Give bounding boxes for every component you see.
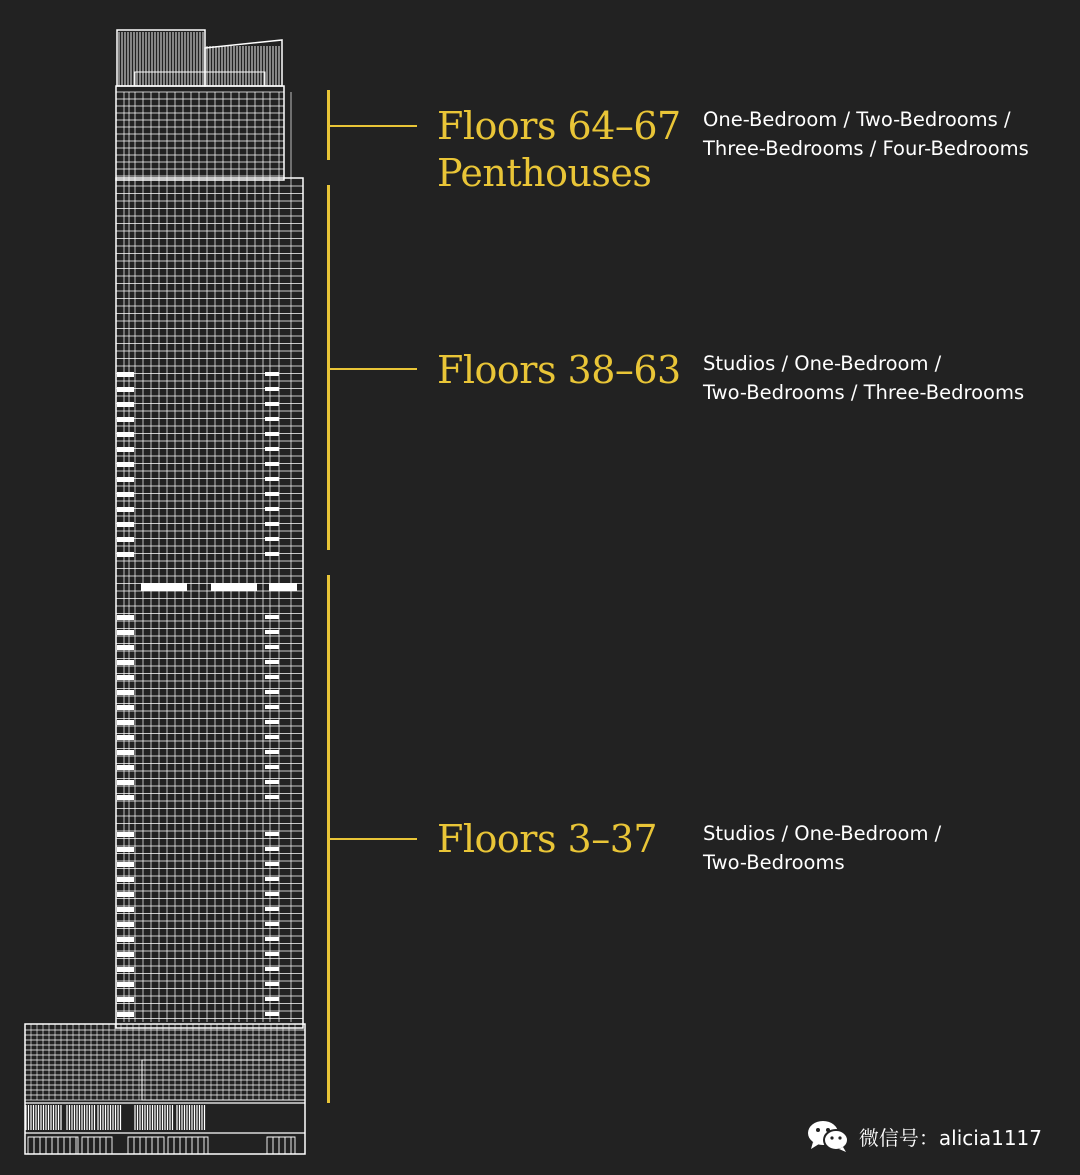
- watermark-text: 微信号：alicia1117: [858, 1125, 1042, 1150]
- units-line: Three-Bedrooms / Four-Bedrooms: [703, 137, 1029, 160]
- heading-floors-38-63: [437, 347, 681, 394]
- bracket-tick-penthouses: [329, 125, 417, 127]
- mullions: [124, 92, 291, 1022]
- tower-elevation-drawing: [0, 0, 320, 1175]
- units-line: Studios / One-Bedroom /: [703, 352, 942, 375]
- ground-floor-screens: [26, 1105, 205, 1130]
- main-shaft: [116, 178, 303, 1028]
- wechat-icon: [805, 1119, 851, 1153]
- mechanical-band: [269, 583, 297, 591]
- watermark: [805, 1118, 1042, 1154]
- heading-floors-3-37: [437, 816, 657, 863]
- podium-mullions: [31, 1024, 295, 1100]
- heading-line: Floors 64–67: [437, 104, 681, 148]
- heading-line: Floors 3–37: [437, 817, 658, 861]
- bracket-tick-floors-38-63: [329, 368, 417, 370]
- mechanical-band: [211, 583, 257, 591]
- units-line: Two-Bedrooms / Three-Bedrooms: [703, 381, 1025, 404]
- penthouse-block: [116, 86, 284, 180]
- heading-line: Floors 38–63: [437, 348, 681, 392]
- crown-fins: [119, 32, 279, 86]
- heading-line: Penthouses: [437, 151, 652, 195]
- units-floors-3-37: [703, 819, 941, 877]
- units-floors-64-67: [703, 105, 1029, 163]
- units-floors-38-63: [703, 349, 1024, 407]
- heading-floors-64-67: [437, 103, 681, 197]
- penthouse-floor-lines: [116, 92, 284, 176]
- mechanical-band: [141, 583, 187, 591]
- units-line: Studios / One-Bedroom /: [703, 822, 942, 845]
- units-line: Two-Bedrooms: [703, 851, 845, 874]
- bracket-tick-floors-3-37: [329, 838, 417, 840]
- entrance-doors: [28, 1137, 295, 1154]
- units-line: One-Bedroom / Two-Bedrooms /: [703, 108, 1011, 131]
